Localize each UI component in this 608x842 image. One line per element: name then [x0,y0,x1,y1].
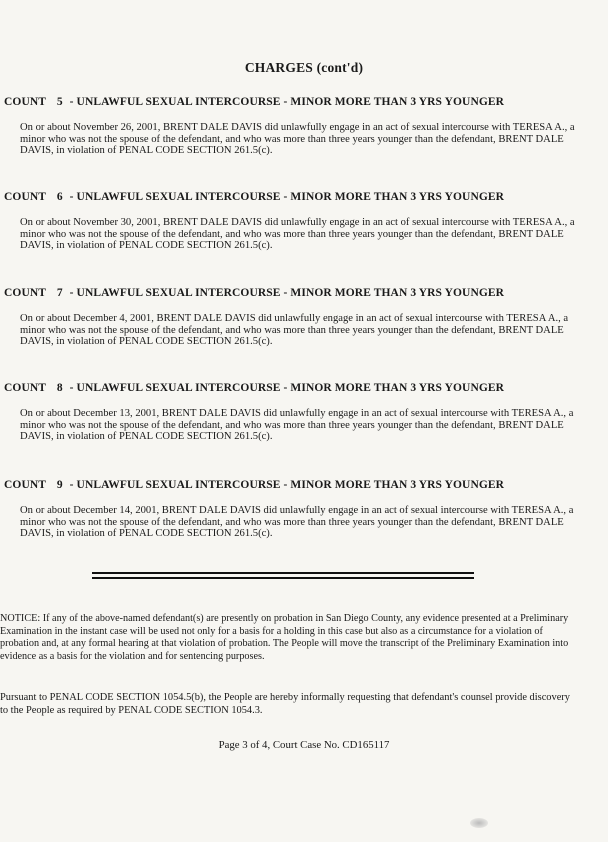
count-block [4,191,604,252]
count-text: On or about December 14, 2001, BRENT DALE DAVIS did unlawfully engage in an act of sexual intercourse with TERESA A., a minor who was not the spouse of the defendant, and who was more than three years younger than the defendant, BRENT DALE DAVIS, in violation of PENAL CODE SECTION 261.5(c). [20,505,574,540]
double-rule-top [92,572,474,574]
count-charge: - UNLAWFUL SEXUAL INTERCOURSE - MINOR MORE THAN 3 YRS YOUNGER [69,382,505,394]
count-text: On or about December 4, 2001, BRENT DALE DAVIS did unlawfully engage in an act of sexual intercourse with TERESA A., a minor who was not the spouse of the defendant, and who was more than three years younger than the defendant, BRENT DALE DAVIS, in violation of PENAL CODE SECTION 261.5(c). [20,313,569,348]
count-number: 6 [56,191,63,203]
count-heading [4,287,604,299]
count-text: On or about November 26, 2001, BRENT DALE DAVIS did unlawfully engage in an act of sexual intercourse with TERESA A., a minor who was not the spouse of the defendant, and who was more than three years younger than the defendant, BRENT DALE DAVIS, in violation of PENAL CODE SECTION 261.5(c). [20,122,575,157]
count-label: COUNT [4,287,46,299]
count-heading [4,96,604,108]
count-number: 9 [56,479,63,491]
count-charge: - UNLAWFUL SEXUAL INTERCOURSE - MINOR MORE THAN 3 YRS YOUNGER [69,479,505,491]
count-charge: - UNLAWFUL SEXUAL INTERCOURSE - MINOR MORE THAN 3 YRS YOUNGER [69,191,505,203]
scan-smudge [470,818,488,828]
count-heading [4,382,604,394]
count-block [4,287,604,348]
page-title: CHARGES (cont'd) [244,60,364,75]
count-block [4,382,604,443]
count-label: COUNT [4,191,46,203]
count-number: 5 [56,96,63,108]
count-label: COUNT [4,96,46,108]
double-rule-bottom [92,577,474,579]
count-text: On or about December 13, 2001, BRENT DALE DAVIS did unlawfully engage in an act of sexual intercourse with TERESA A., a minor who was not the spouse of the defendant, and who was more than three years younger than the defendant, BRENT DALE DAVIS, in violation of PENAL CODE SECTION 261.5(c). [20,408,574,443]
count-number: 8 [56,382,63,394]
count-block [4,479,604,540]
count-heading [4,479,604,491]
count-text: On or about November 30, 2001, BRENT DALE DAVIS did unlawfully engage in an act of sexual intercourse with TERESA A., a minor who was not the spouse of the defendant, and who was more than three years younger than the defendant, BRENT DALE DAVIS, in violation of PENAL CODE SECTION 261.5(c). [20,217,575,252]
probation-notice: NOTICE: If any of the above-named defendant(s) are presently on probation in San Diego County, any evidence presented at a Preliminary Examination in the instant case will be used not only for a basis for a holding in this case but also as a circumstance for a violation of probation and, at any formal hearing at that violation of probation. The People will move the transcript of the Preliminary Examination into evidence as a basis for the violation and for sentencing purposes. [0,613,569,662]
page-footer: Page 3 of 4, Court Case No. CD165117 [218,739,390,751]
discovery-request: Pursuant to PENAL CODE SECTION 1054.5(b), the People are hereby informally requesting that defendant's counsel provide discovery to the People as required by PENAL CODE SECTION 1054.3. [0,692,570,716]
count-block [4,96,604,157]
count-charge: - UNLAWFUL SEXUAL INTERCOURSE - MINOR MORE THAN 3 YRS YOUNGER [69,287,505,299]
count-charge: - UNLAWFUL SEXUAL INTERCOURSE - MINOR MORE THAN 3 YRS YOUNGER [69,96,505,108]
count-label: COUNT [4,382,46,394]
count-number: 7 [56,287,63,299]
count-heading [4,191,604,203]
count-label: COUNT [4,479,46,491]
